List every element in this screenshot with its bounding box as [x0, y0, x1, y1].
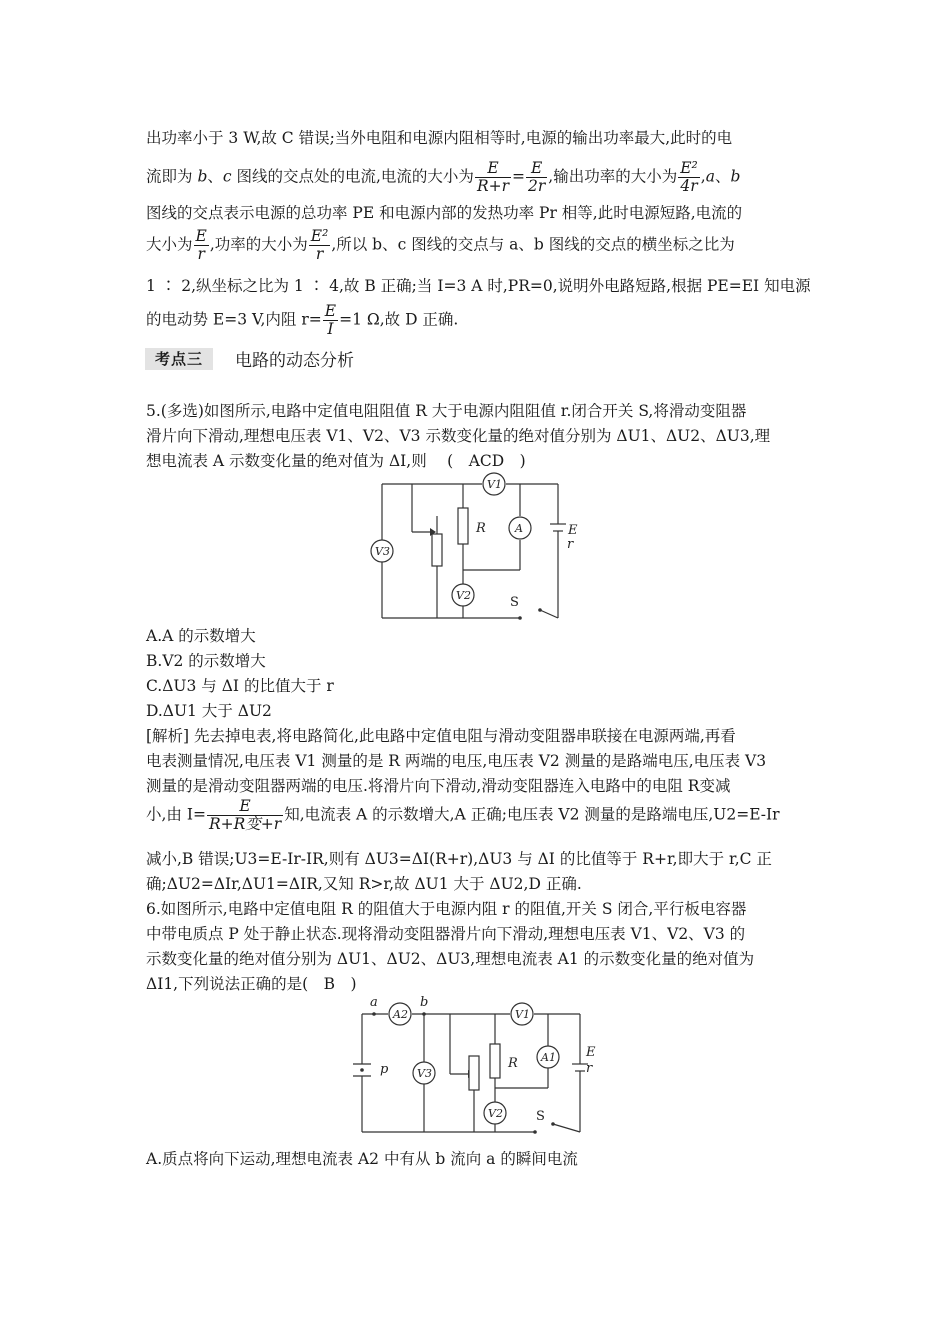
answer-line-6: 的电动势 E=3 V,内阻 r= $\frac{E}{I}$ =1 Ω,故 D 正确. — [146, 302, 459, 338]
q5-analysis-line-4: 小,由 I= $\frac{E}{\text{R+R变+r}}$ 知,电流表 A 的示数增大,A 正确;电压表 V2 测量的是路端电压,U2=E-Ir — [146, 797, 780, 833]
q6-stem-line-2: 中带电质点 P 处于静止状态.现将滑动变阻器滑片向下滑动,理想电压表 V1、V2、V3 的 — [146, 925, 746, 943]
charged-particle — [360, 1068, 364, 1072]
fraction-e2-over-r: $\frac{\text{E²}}{r}$ — [310, 227, 329, 263]
label-v3: V3 — [417, 1067, 432, 1080]
section-title: 电路的动态分析 — [235, 351, 354, 371]
answer-line-4: 大小为 $\frac{E}{r}$ ,功率的大小为 $\frac{\text{E²}}{r}$ ,所以 b、c 图线的交点与 a、b 图线的交点的横坐标之比为 — [146, 227, 735, 263]
fraction-current: $\frac{E}{\text{R+R变+r}}$ — [208, 797, 282, 833]
fraction-e-over-i: $\frac{E}{I}$ — [324, 302, 337, 338]
rheostat — [469, 1056, 479, 1090]
q6-option-a: A.质点将向下运动,理想电流表 A2 中有从 b 流向 a 的瞬间电流 — [146, 1150, 578, 1168]
answer-line-5: 1 ∶ 2,纵坐标之比为 1 ∶ 4,故 B 正确;当 I=3 A 时,PR=0,说明外电路短路,根据 PE=EI 知电源 — [146, 277, 811, 295]
label-v1: V1 — [515, 1008, 530, 1021]
fraction-e-over-2r: $\frac{E}{2r}$ — [528, 159, 546, 195]
label-a: A — [515, 522, 523, 535]
resistor-r — [490, 1044, 500, 1078]
resistor-r — [458, 508, 468, 544]
label-e: E — [568, 523, 578, 538]
label-r-int: r — [586, 1061, 593, 1076]
label-a2: A2 — [393, 1008, 408, 1021]
label-p: p — [380, 1062, 389, 1077]
fraction-e-over-r-plus-r: $\frac{E}{R+r}$ — [476, 159, 510, 195]
q5-analysis-line-6: 确;ΔU2=ΔIr,ΔU1=ΔIR,又知 R>r,故 ΔU1 大于 ΔU2,D 正确. — [146, 875, 582, 893]
q5-option-b: B.V2 的示数增大 — [146, 652, 266, 670]
q5-analysis-line-5: 减小,B 错误;U3=E-Ir-IR,则有 ΔU3=ΔI(R+r),ΔU3 与 ΔI 的比值等于 R+r,即大于 r,C 正 — [146, 850, 772, 868]
answer-line-2: 流即为 b、c 图线的交点处的电流,电流的大小为 $\frac{E}{R+r}$ = $\frac{E}{2r}$ ,输出功率的大小为 $\frac{\text{E²}}{4r}$ ,a、b — [146, 159, 741, 195]
q6-circuit-diagram — [340, 994, 610, 1142]
q5-option-c: C.ΔU3 与 ΔI 的比值大于 r — [146, 677, 334, 695]
label-r-int: r — [567, 537, 574, 552]
fraction-e-over-r: $\frac{E}{r}$ — [195, 227, 207, 263]
label-node-a: a — [370, 995, 378, 1010]
q6-stem-line-3: 示数变化量的绝对值分别为 ΔU1、ΔU2、ΔU3,理想电流表 A1 的示数变化量的绝对值为 — [146, 950, 755, 968]
rheostat — [432, 534, 442, 566]
label-node-b: b — [420, 995, 429, 1010]
answer-line-1: 出功率小于 3 W,故 C 错误;当外电阻和电源内阻相等时,电源的输出功率最大,此时的电 — [146, 129, 733, 147]
q5-analysis-line-1: [解析] 先去掉电表,将电路简化,此电路中定值电阻与滑动变阻器串联接在电源两端,再看 — [146, 727, 736, 745]
fraction-e2-over-4r: $\frac{\text{E²}}{4r}$ — [680, 159, 698, 195]
label-v1: V1 — [487, 478, 502, 491]
label-v3: V3 — [375, 545, 390, 558]
q6-stem-line-1: 6.如图所示,电路中定值电阻 R 的阻值大于电源内阻 r 的阻值,开关 S 闭合,平行板电容器 — [146, 900, 747, 918]
q5-analysis-line-2: 电表测量情况,电压表 V1 测量的是 R 两端的电压,电压表 V2 测量的是路端电压,电压表 V3 — [146, 752, 767, 770]
answer-line-3: 图线的交点表示电源的总功率 PE 和电源内部的发热功率 Pr 相等,此时电源短路,电流的 — [146, 204, 743, 222]
label-v2: V2 — [456, 589, 471, 602]
label-r-res: R — [508, 1056, 518, 1071]
label-r-res: R — [476, 521, 486, 536]
label-switch: S — [510, 595, 519, 610]
label-switch: S — [536, 1109, 545, 1124]
label-a1: A1 — [541, 1051, 556, 1064]
q5-option-a: A.A 的示数增大 — [146, 627, 256, 645]
q5-stem-line-1: 5.(多选)如图所示,电路中定值电阻阻值 R 大于电源内阻阻值 r.闭合开关 S,将滑动变阻器 — [146, 402, 747, 420]
q6-stem-line-4: ΔI1,下列说法正确的是( B ) — [146, 975, 357, 993]
q5-analysis-line-3: 测量的是滑动变阻器两端的电压.将滑片向下滑动,滑动变阻器连入电路中的电阻 R变减 — [146, 777, 731, 795]
label-v2: V2 — [488, 1107, 503, 1120]
q5-circuit-diagram — [360, 472, 590, 622]
q5-stem-line-3: 想电流表 A 示数变化量的绝对值为 ΔI,则 ( ACD ) — [146, 452, 526, 470]
section-badge: 考点三 — [145, 348, 213, 370]
q5-option-d: D.ΔU1 大于 ΔU2 — [146, 702, 272, 720]
q5-stem-line-2: 滑片向下滑动,理想电压表 V1、V2、V3 示数变化量的绝对值分别为 ΔU1、ΔU2、ΔU3,理 — [146, 427, 771, 445]
label-e: E — [586, 1045, 596, 1060]
